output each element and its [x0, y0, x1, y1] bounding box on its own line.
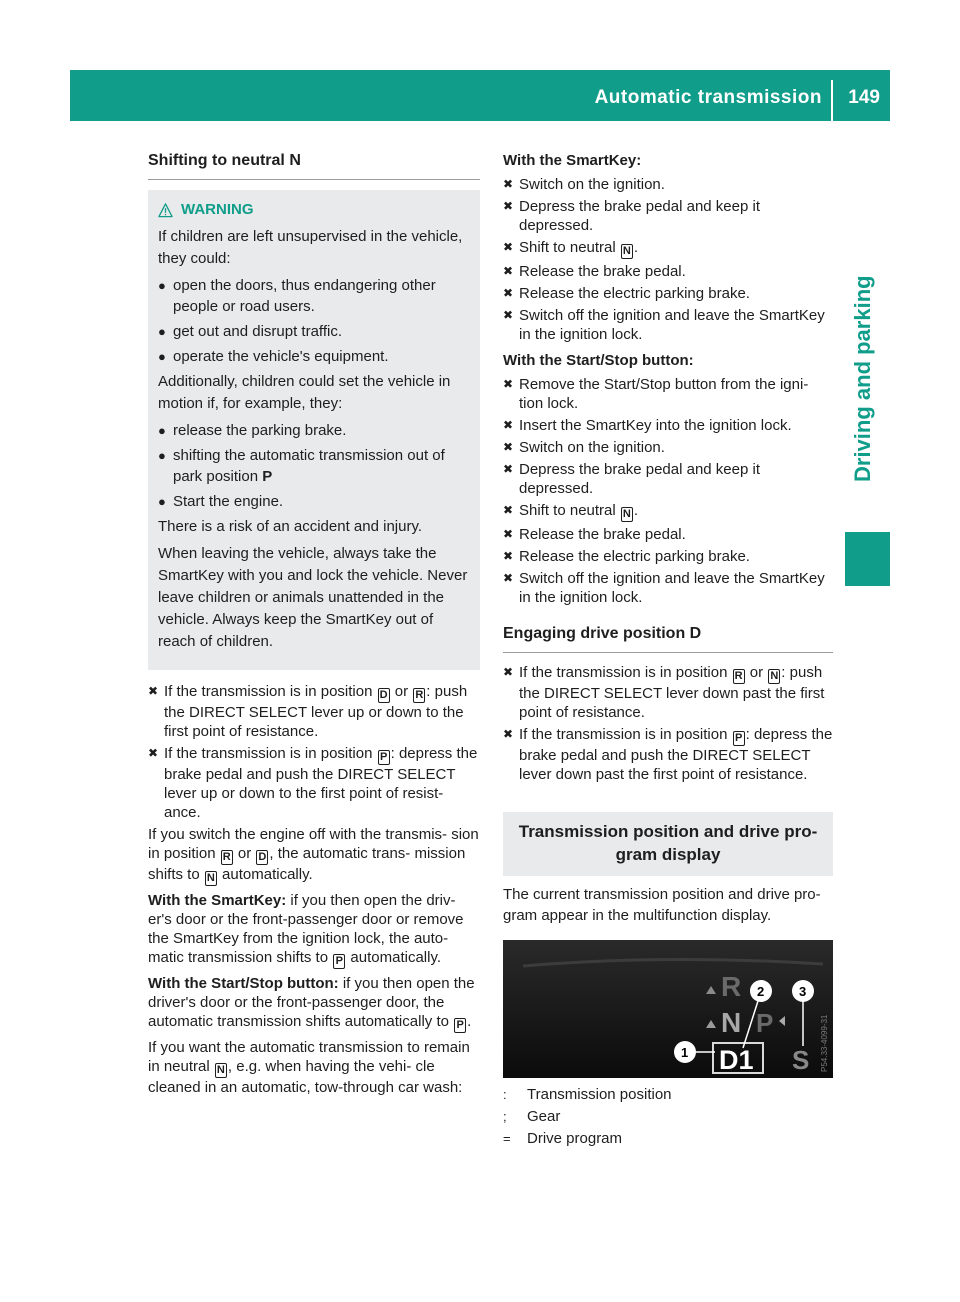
section-heading-neutral: Shifting to neutral N: [148, 150, 480, 180]
figure-code: P54.33-4099-31: [820, 1014, 829, 1072]
body-paragraph: If you want the automatic transmission to remain in neutral N , e.g. when having the vehi- cle cleaned in an automatic, tow-through car wash:: [148, 1039, 470, 1096]
gear-key-n: N: [621, 507, 633, 522]
instruction-step: ✖ Switch off the ignition and leave the SmartKey in the ignition lock.: [503, 306, 833, 344]
body-paragraph: With the SmartKey: if you then open the driv- er's door or the front-passenger door or remove the SmartKey from the ignition lock, the auto- matic transmission shifts to P automatically.: [148, 892, 464, 967]
instruction-step: ✖ Remove the Start/Stop button from the igni- tion lock.: [503, 375, 833, 413]
step-arrow-icon: [503, 284, 519, 303]
gear-key-p: P: [733, 731, 745, 746]
right-column: [503, 150, 833, 1150]
instruction-step: ✖ Release the brake pedal.: [503, 525, 833, 544]
step-arrow-icon: [148, 682, 164, 741]
header-title: Automatic transmission: [594, 87, 822, 108]
gear-key-n: N: [215, 1063, 227, 1078]
instruction-step: ✖ If the transmission is in position R or N : push the DIRECT SELECT lever down past the first point of resistance.: [503, 663, 833, 722]
section-heading-engage: Engaging drive position D: [503, 623, 833, 653]
warning-bullet: ● operate the vehicle's equipment.: [158, 348, 389, 365]
instruction-step: ✖ Shift to neutral N .: [503, 238, 833, 259]
subheading-smartkey: With the SmartKey:: [503, 152, 642, 169]
warning-bullet: ● get out and disrupt traffic.: [158, 323, 342, 340]
instruction-step: ✖ Release the brake pedal.: [503, 262, 833, 281]
instruction-step: ✖ If the transmission is in position P : depress the brake pedal and push the DIRECT SELECT lever up or down to the first point of resist- ance.: [148, 744, 480, 822]
header-divider: [831, 80, 833, 121]
gear-key-d: D: [378, 688, 390, 703]
step-arrow-icon: [503, 725, 519, 784]
display-gear: D1: [719, 1045, 754, 1075]
step-arrow-icon: [503, 547, 519, 566]
legend-item: ; Gear: [503, 1108, 561, 1125]
gear-key-r: R: [413, 688, 425, 703]
display-letter-n: N: [721, 1007, 742, 1038]
warning-box: [148, 190, 480, 670]
step-arrow-icon: [503, 197, 519, 235]
display-letter-s: S: [792, 1045, 810, 1075]
instruction-step: ✖ Release the electric parking brake.: [503, 284, 833, 303]
page-header: [70, 70, 890, 121]
instruction-step: ✖ Switch on the ignition.: [503, 438, 833, 457]
warning-middle: Additionally, children could set the vehicle in motion if, for example, they:: [158, 373, 451, 412]
warning-header: [158, 200, 470, 220]
step-arrow-icon: [503, 525, 519, 544]
warning-bullet: ● release the parking brake.: [158, 422, 347, 439]
panel-title: Transmission position and drive pro- gram display: [518, 822, 818, 864]
instruction-step: ✖ Insert the SmartKey into the ignition lock.: [503, 416, 833, 435]
gear-key-r: R: [733, 669, 745, 684]
step-arrow-icon: [503, 663, 519, 722]
chapter-tab-marker: [845, 532, 890, 586]
body-paragraph: With the Start/Stop button: if you then open the driver's door or the front-passenger door, the automatic transmission shifts automatically to P .: [148, 975, 475, 1031]
display-section-panel: [503, 812, 833, 876]
display-illustration: [503, 940, 833, 1078]
warning-bullet: ● Start the engine.: [158, 493, 284, 510]
gear-key-n: N: [621, 244, 633, 259]
callout-2: 2: [757, 984, 765, 999]
step-arrow-icon: [503, 262, 519, 281]
instruction-step: ✖ If the transmission is in position D or R : push the DIRECT SELECT lever up or down to the first point of resistance.: [148, 682, 480, 741]
warning-bullet: ● open the doors, thus endangering other people or road users.: [158, 277, 436, 315]
chapter-tab-label: Driving and parking: [850, 275, 875, 482]
step-arrow-icon: [503, 238, 519, 259]
instruction-step: ✖ Switch on the ignition.: [503, 175, 833, 194]
panel-description: The current transmission position and drive pro- gram appear in the multifunction display.: [503, 886, 821, 924]
subheading-startstop: With the Start/Stop button:: [503, 352, 694, 369]
step-arrow-icon: [503, 569, 519, 607]
left-column: [148, 150, 480, 1102]
display-letter-r: R: [721, 971, 742, 1002]
callout-1: 1: [681, 1045, 689, 1060]
gear-key-n: N: [205, 871, 217, 886]
callout-3: 3: [799, 984, 807, 999]
gear-key-n: N: [768, 669, 780, 684]
step-arrow-icon: [503, 416, 519, 435]
multifunction-display-image: [503, 940, 833, 1078]
legend-item: : Transmission position: [503, 1086, 672, 1103]
step-arrow-icon: [503, 375, 519, 413]
warning-triangle-icon: [158, 203, 173, 218]
step-arrow-icon: [503, 438, 519, 457]
page-number: 149: [848, 87, 880, 108]
instruction-step: ✖ Shift to neutral N .: [503, 501, 833, 522]
step-arrow-icon: [503, 175, 519, 194]
gear-key-p: P: [454, 1018, 466, 1033]
gear-key-p: P: [378, 750, 390, 765]
instruction-step: ✖ Depress the brake pedal and keep it depressed.: [503, 197, 833, 235]
warning-advice: When leaving the vehicle, always take the SmartKey with you and lock the vehicle. Never leave children or animals unattended in the vehicle. Always keep the SmartKey out of reach of children.: [158, 545, 468, 650]
warning-bullet: ● shifting the automatic transmission out of park position P: [158, 447, 445, 485]
body-paragraph: If you switch the engine off with the transmis- sion in position R or D , the automatic trans- mission shifts to N automatically.: [148, 826, 479, 884]
instruction-step: ✖ Release the electric parking brake.: [503, 547, 833, 566]
instruction-step: ✖ Switch off the ignition and leave the SmartKey in the ignition lock.: [503, 569, 833, 607]
gear-key-r: R: [221, 850, 233, 865]
step-arrow-icon: [148, 744, 164, 822]
warning-label: WARNING: [181, 201, 254, 218]
gear-key-d: D: [256, 850, 268, 865]
warning-risk: There is a risk of an accident and injury.: [158, 518, 423, 535]
instruction-step: ✖ If the transmission is in position P : depress the brake pedal and push the DIRECT SELECT lever down past the first point of resistance.: [503, 725, 833, 784]
warning-intro: If children are left unsupervised in the vehicle, they could:: [158, 228, 463, 267]
gear-key-p: P: [333, 954, 345, 969]
instruction-step: ✖ Depress the brake pedal and keep it depressed.: [503, 460, 833, 498]
step-arrow-icon: [503, 501, 519, 522]
step-arrow-icon: [503, 306, 519, 344]
step-arrow-icon: [503, 460, 519, 498]
display-letter-p: P: [756, 1008, 774, 1038]
legend-item: = Drive program: [503, 1130, 623, 1147]
figure-legend: [503, 1084, 833, 1150]
